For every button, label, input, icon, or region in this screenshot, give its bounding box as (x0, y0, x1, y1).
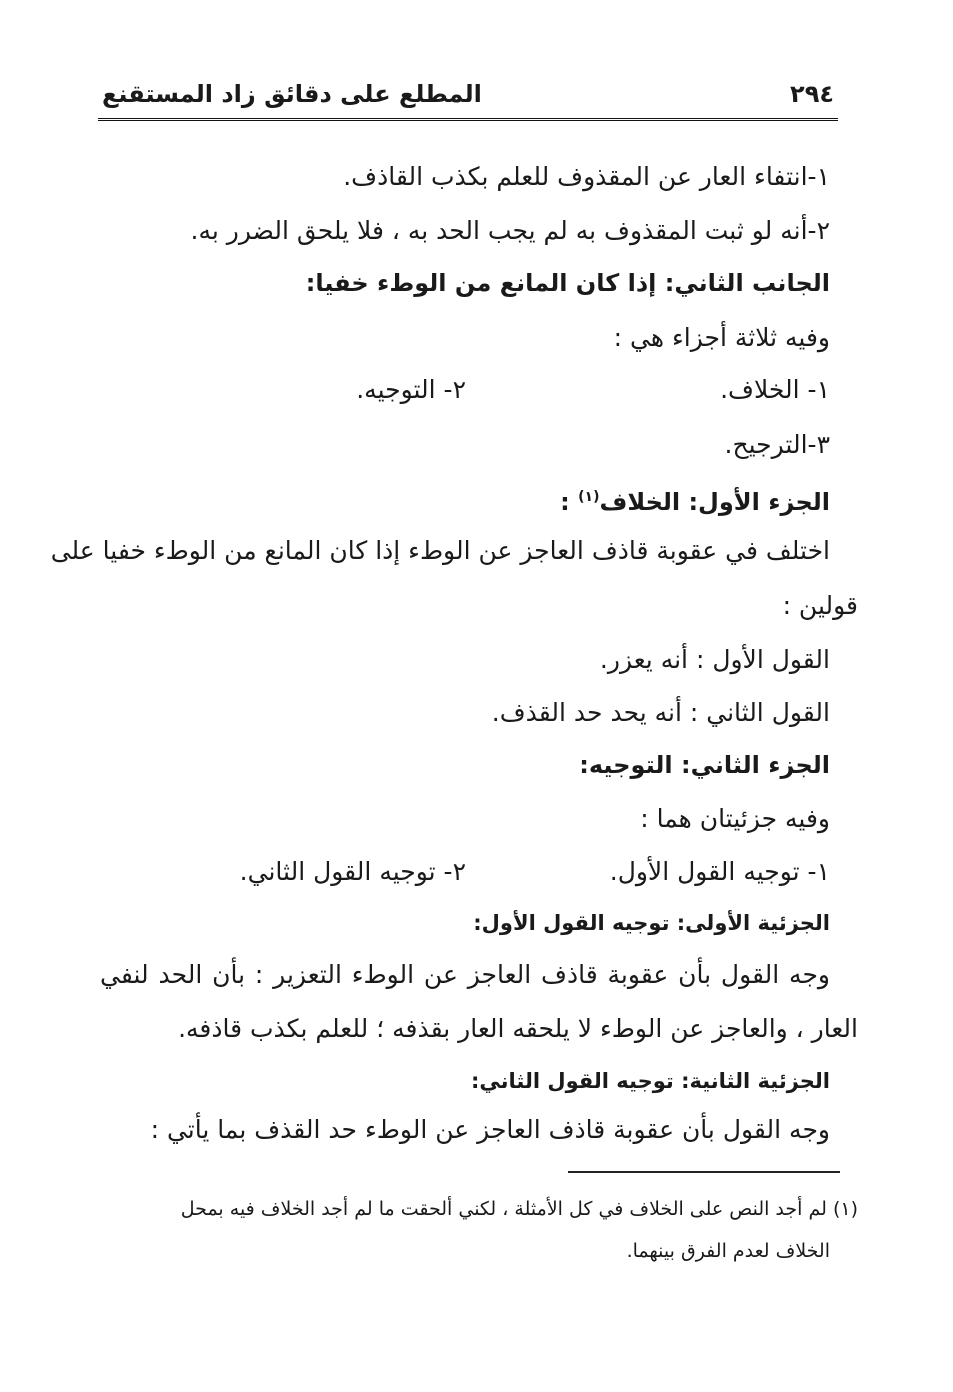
paragraph-line: قولين : (782, 591, 858, 620)
section-heading-part2: الجزء الثاني: التوجيه: (579, 751, 830, 779)
paragraph-line: اختلف في عقوبة قاذف العاجز عن الوطء إذا كان المانع من الوطء خفيا على (50, 536, 830, 565)
footnote-divider (568, 1171, 840, 1173)
parts-intro: وفيه ثلاثة أجزاء هي : (613, 323, 830, 352)
list-item-part2: ٢- التوجيه. (356, 375, 466, 404)
opinion-1: القول الأول : أنه يعزر. (599, 645, 830, 674)
list-item-sub1: ١- توجيه القول الأول. (609, 857, 830, 886)
heading-colon: : (560, 488, 570, 516)
page-number: ٢٩٤ (790, 80, 834, 108)
list-item-part3: ٣-الترجيح. (724, 430, 830, 459)
paragraph-line: وجه القول بأن عقوبة قاذف العاجز عن الوطء حد القذف بما يأتي : (150, 1115, 830, 1144)
point-1: ١-انتفاء العار عن المقذوف للعلم بكذب القاذف. (343, 162, 830, 191)
sub-heading-2: الجزئية الثانية: توجيه القول الثاني: (471, 1069, 830, 1093)
subparts-intro: وفيه جزئيتان هما : (640, 804, 830, 833)
point-2: ٢-أنه لو ثبت المقذوف به لم يجب الحد به ، فلا يلحق الضرر به. (190, 216, 830, 245)
book-title: المطلع على دقائق زاد المستقنع (102, 80, 482, 108)
footnote-line-1: (١) لم أجد النص على الخلاف في كل الأمثلة ، لكني ألحقت ما لم أجد الخلاف فيه بمحل (180, 1198, 858, 1220)
footnote-line-2: الخلاف لعدم الفرق بينهما. (626, 1240, 830, 1262)
section-heading-side2: الجانب الثاني: إذا كان المانع من الوطء خفيا: (305, 269, 830, 297)
paragraph-line: وجه القول بأن عقوبة قاذف العاجز عن الوطء التعزير : بأن الحد لنفي (100, 960, 830, 989)
sub-heading-1: الجزئية الأولى: توجيه القول الأول: (473, 911, 830, 935)
section-heading-part1 (560, 480, 830, 519)
list-item-sub2: ٢- توجيه القول الثاني. (239, 857, 466, 886)
opinion-2: القول الثاني : أنه يحد حد القذف. (491, 698, 830, 727)
paragraph-line: العار ، والعاجز عن الوطء لا يلحقه العار بقذفه ؛ للعلم بكذب قاذفه. (178, 1014, 858, 1043)
footnote-ref: (١) (578, 489, 600, 505)
list-item-part1: ١- الخلاف. (720, 375, 830, 404)
page-header (98, 78, 838, 121)
heading-text: الجزء الأول: الخلاف (599, 488, 830, 516)
